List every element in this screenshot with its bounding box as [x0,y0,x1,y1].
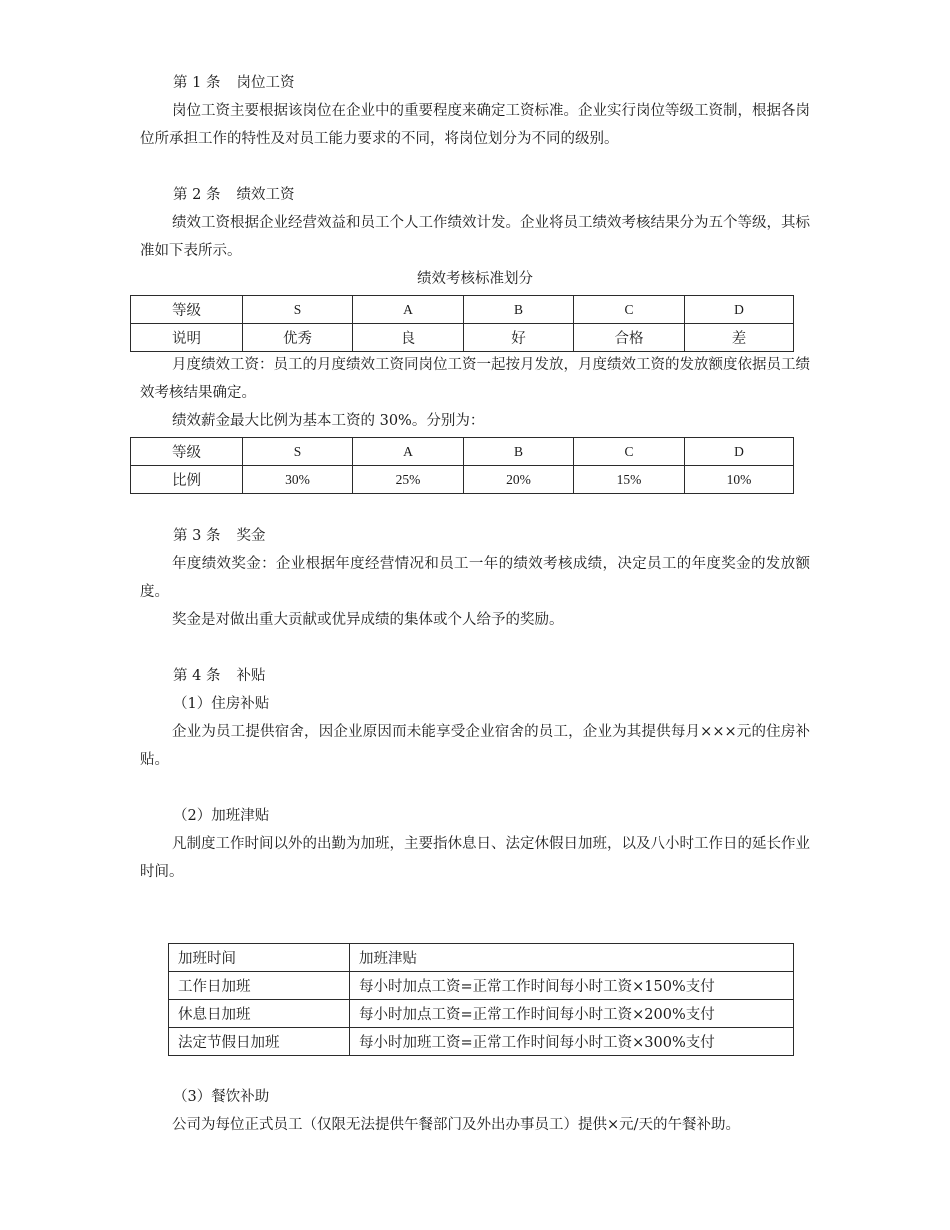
table-cell: 每小时加班工资=正常工作时间每小时工资×300%支付 [350,1028,794,1056]
table-row [169,972,794,1000]
article-3-title: 奖金 [236,528,266,544]
table-cell: D [685,296,794,324]
table-cell: 比例 [131,466,243,494]
article-1-paragraph: 岗位工资主要根据该岗位在企业中的重要程度来确定工资标准。企业实行岗位等级工资制，根据各岗位所承担工作的特性及对员工能力要求的不同，将岗位划分为不同的级别。 [140,103,810,147]
article-2-number: 第 2 条 [173,187,221,203]
table-cell: 15% [574,466,685,494]
table-row [131,324,794,352]
table-cell: B [464,438,574,466]
table-cell: 30% [243,466,353,494]
table-cell: 工作日加班 [169,972,350,1000]
table-cell: 加班津贴 [350,944,794,972]
article-4-heading [173,662,265,690]
table-cell: 良 [353,324,464,352]
article-1-number: 第 1 条 [173,75,221,91]
table-cell: 每小时加点工资=正常工作时间每小时工资×200%支付 [350,1000,794,1028]
table-cell: A [353,438,464,466]
table-cell: 休息日加班 [169,1000,350,1028]
table-cell: 10% [685,466,794,494]
table-cell: C [574,296,685,324]
table-row [169,1028,794,1056]
meal-subsidy-heading: （3）餐饮补助 [173,1089,270,1105]
article-4-number: 第 4 条 [173,668,221,684]
table-cell: 20% [464,466,574,494]
table-cell: 法定节假日加班 [169,1028,350,1056]
article-2-title: 绩效工资 [236,187,295,203]
article-1-heading [173,69,294,97]
performance-grade-table [130,295,794,352]
article-1-title: 岗位工资 [236,75,295,91]
table-cell: 合格 [574,324,685,352]
article-3-paragraph-2: 奖金是对做出重大贡献或优异成绩的集体或个人给予的奖励。 [172,612,564,628]
article-3-paragraph: 年度绩效奖金：企业根据年度经营情况和员工一年的绩效考核成绩，决定员工的年度奖金的发放额度。 [140,556,810,600]
table-cell: 等级 [131,438,243,466]
table-cell: 25% [353,466,464,494]
article-2-heading [173,181,294,209]
table-cell: 好 [464,324,574,352]
overtime-allowance-table [168,943,794,1056]
table-cell: D [685,438,794,466]
table-cell: 加班时间 [169,944,350,972]
table-cell: 差 [685,324,794,352]
article-4-title: 补贴 [236,668,266,684]
table-row [169,1000,794,1028]
table-cell: C [574,438,685,466]
table-row [131,466,794,494]
article-2-paragraph: 绩效工资根据企业经营效益和员工个人工作绩效计发。企业将员工绩效考核结果分为五个等级，其标准如下表所示。 [140,215,810,259]
table-row [131,296,794,324]
table-row [169,944,794,972]
table-cell: 优秀 [243,324,353,352]
bonus-ratio-paragraph: 绩效薪金最大比例为基本工资的 30%。分别为： [172,413,485,429]
table-cell: B [464,296,574,324]
table-cell: 每小时加点工资=正常工作时间每小时工资×150%支付 [350,972,794,1000]
bonus-ratio-table [130,437,794,494]
table-cell: A [353,296,464,324]
table-cell: 说明 [131,324,243,352]
meal-subsidy-paragraph: 公司为每位正式员工（仅限无法提供午餐部门及外出办事员工）提供×元/天的午餐补助。 [172,1117,741,1133]
housing-subsidy-paragraph: 企业为员工提供宿舍，因企业原因而未能享受企业宿舍的员工，企业为其提供每月×××元的住房补贴。 [140,724,810,768]
table-cell: 等级 [131,296,243,324]
table-cell: S [243,438,353,466]
overtime-allowance-paragraph: 凡制度工作时间以外的出勤为加班，主要指休息日、法定休假日加班，以及八小时工作日的延长作业时间。 [140,836,810,880]
table-row [131,438,794,466]
monthly-bonus-paragraph: 月度绩效工资：员工的月度绩效工资同岗位工资一起按月发放，月度绩效工资的发放额度依据员工绩效考核结果确定。 [140,357,810,401]
overtime-allowance-heading: （2）加班津贴 [173,808,270,824]
article-3-number: 第 3 条 [173,528,221,544]
table-1-caption: 绩效考核标准划分 [417,271,533,287]
article-3-heading [173,522,265,550]
table-cell: S [243,296,353,324]
housing-subsidy-heading: （1）住房补贴 [173,696,270,712]
